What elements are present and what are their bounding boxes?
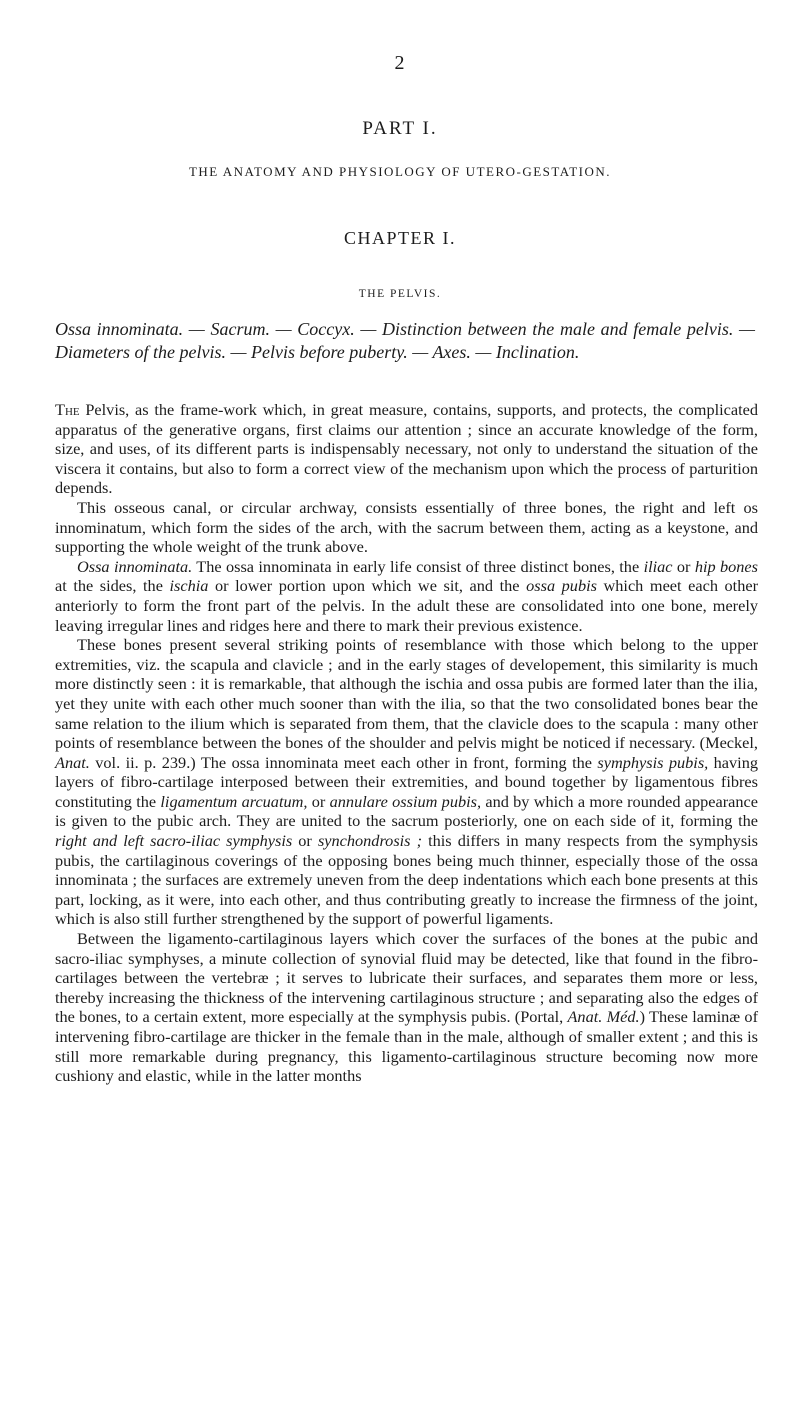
side-heading: Ossa innominata. (77, 556, 193, 576)
body-text (55, 400, 758, 1086)
paragraph-lead: The (55, 400, 80, 419)
paragraph: Ossa innominata. The ossa innominata in early life consist of three distinct bones, the iliac or hip bones at the sides, the ischia or lower portion upon which we sit, and the ossa pubis which meet each other anteriorly to form the front part of the pelvis. In the adult these are consolidated into one bone, merely leaving irregular lines and ridges here and there to mark their previous existence. (55, 556, 758, 635)
part-subtitle: THE ANATOMY AND PHYSIOLOGY OF UTERO-GESTATION. (188, 164, 612, 179)
paragraph: This osseous canal, or circular archway, consists essentially of three bones, the right and left os innominatum, which form the sides of the arch, with the sacrum between them, acting as a keystone, and supporting the whole weight of the trunk above. (55, 497, 758, 557)
paragraph: The Pelvis, as the frame-work which, in great measure, contains, supports, and protects, the complicated apparatus of the generative organs, first claims our attention ; since an accurate knowledge of the form, size, and uses, of its different parts is indispensably necessary, not only to understand the situation of the viscera it contains, but also to form a correct view of the mechanism upon which the process of parturition depends. (55, 400, 758, 498)
chapter-summary: Ossa innominata. — Sacrum. — Coccyx. — Distinction between the male and female pelvis. — Diameters of the pelvis. — Pelvis before puberty. — Axes. — Inclination. (55, 319, 755, 362)
part-title: PART I. (362, 118, 438, 139)
page-number: 2 (394, 52, 406, 74)
paragraph: Between the ligamento-cartilaginous layers which cover the surfaces of the bones at the pubic and sacro-iliac symphyses, a minute collection of synovial fluid may be detected, like that found in the fibro-cartilages between the vertebræ ; it serves to lubricate their surfaces, and separates them more or less, thereby increasing the thickness of the intervening cartilaginous structure ; and separating also the edges of the bones, to a certain extent, more especially at the symphysis pubis. (Portal, Anat. Méd.) These laminæ of intervening fibro-cartilage are thicker in the female than in the male, although of smaller extent ; and this is still more remarkable during pregnancy, this ligamento-cartilaginous structure becoming now more cushiony and elastic, while in the latter months (55, 929, 758, 1086)
chapter-title: CHAPTER I. (343, 228, 456, 248)
section-title: THE PELVIS. (358, 288, 442, 300)
paragraph: These bones present several striking points of resemblance with those which belong to the upper extremities, viz. the scapula and clavicle ; and in the early stages of developement, this similarity is much more distinctly seen : it is remarkable, that although the ischia and ossa pubis are formed later than the ilia, yet they unite with each other much sooner than with the ilia, so that the two consolidated bones bear the same relation to the ilium which is separated from them, that the clavicle does to the scapula : many other points of resemblance between the bones of the shoulder and pelvis might be noticed if necessary. (Meckel, Anat. vol. ii. p. 239.) The ossa innominata meet each other in front, forming the symphysis pubis, having layers of fibro-cartilage interposed between their extremities, and bound together by ligamentous fibres constituting the ligamentum arcuatum, or annulare ossium pubis, and by which a more rounded appearance is given to the pubic arch. They are united to the sacrum posteriorly, one on each side of it, forming the right and left sacro-iliac symphysis or synchondrosis ; this differs in many respects from the symphysis pubis, the cartilaginous coverings of the opposing bones being much thinner, especially those of the ossa innominata ; the surfaces are extremely uneven from the deep indentations which each bone presents at this part, locking, as it were, into each other, and thus contributing greatly to increase the firmness of the joint, which is also still further strengthened by the support of powerful ligaments. (55, 635, 759, 929)
